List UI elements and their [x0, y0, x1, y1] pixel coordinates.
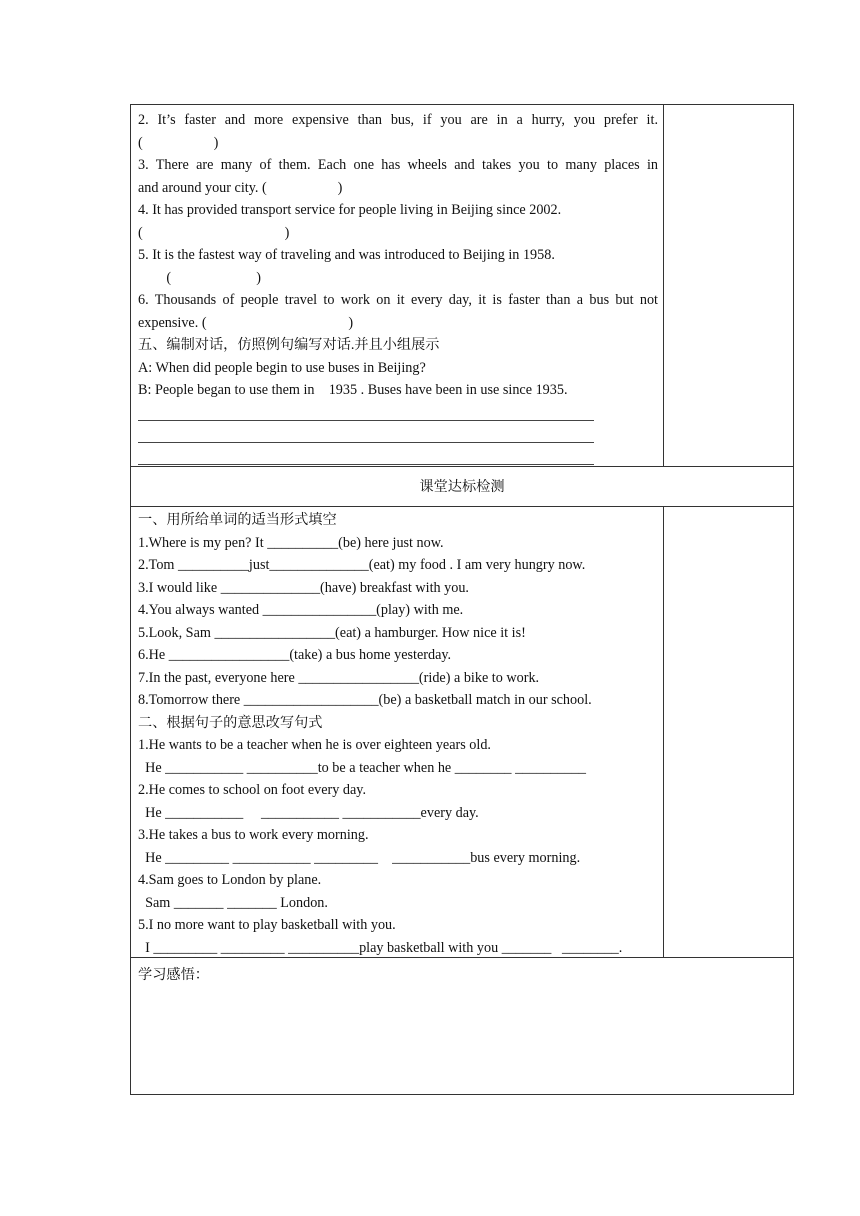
- answer-line: [138, 420, 594, 421]
- rewrite-item: 2.He comes to school on foot every day.: [138, 782, 366, 798]
- question-5-line2: ( ): [138, 269, 261, 286]
- part2-heading: 二、根据句子的意思改写句式: [138, 714, 323, 731]
- row-divider: [131, 466, 793, 467]
- dialog-line-a: A: When did people begin to use buses in Beijing?: [138, 359, 426, 376]
- fill-item: 3.I would like ______________(have) breakfast with you.: [138, 579, 469, 596]
- row-divider: [131, 506, 793, 507]
- column-divider: [663, 506, 664, 957]
- fill-item: 8.Tomorrow there ___________________(be) a basketball match in our school.: [138, 692, 592, 708]
- fill-item: 4.You always wanted ________________(play) with me.: [138, 602, 464, 618]
- answer-line: [138, 464, 594, 465]
- fill-item: 1.Where is my pen? It __________(be) here just now.: [138, 534, 444, 551]
- rewrite-item: 5.I no more want to play basketball with you.: [138, 917, 396, 933]
- question-4-line1: 4. It has provided transport service for people living in Beijing since 2002.: [138, 202, 562, 218]
- quiz-cell: [138, 509, 658, 959]
- rewrite-item: 3.He takes a bus to work every morning.: [138, 827, 369, 843]
- question-3-line1: 3. There are many of them. Each one has wheels and takes you to many places in: [138, 157, 658, 173]
- rewrite-item: I _________ _________ __________play basketball with you _______ ________.: [138, 939, 623, 956]
- fill-item: 2.Tom __________just______________(eat) my food . I am very hungry now.: [138, 557, 586, 573]
- rewrite-item: He ___________ __________to be a teacher when he ________ __________: [138, 759, 587, 776]
- rewrite-item: He ___________ ___________ ___________every day.: [138, 804, 479, 821]
- part1-heading: 一、用所给单词的适当形式填空: [138, 512, 337, 528]
- section-title: 课堂达标检测: [419, 479, 505, 495]
- reflection-cell: [138, 964, 778, 987]
- rewrite-item: 1.He wants to be a teacher when he is over eighteen years old.: [138, 737, 491, 753]
- question-2-line2: ( ): [138, 134, 219, 151]
- fill-item: 7.In the past, everyone here _________________(ride) a bike to work.: [138, 669, 540, 686]
- question-4-line2: ( ): [138, 224, 290, 241]
- fill-item: 5.Look, Sam _________________(eat) a hamburger. How nice it is!: [138, 624, 526, 641]
- rewrite-item: He _________ ___________ _________ ___________bus every morning.: [138, 849, 581, 866]
- reflection-label: 学习感悟：: [138, 967, 209, 983]
- question-2-line1: 2. It’s faster and more expensive than bus, if you are in a hurry, you prefer it.: [138, 112, 658, 128]
- exercise-cell: [138, 109, 658, 402]
- rewrite-item: Sam _______ _______ London.: [138, 894, 328, 911]
- question-6-line1: 6. Thousands of people travel to work on it every day, it is faster than a bus but not: [138, 292, 658, 308]
- rewrite-item: 4.Sam goes to London by plane.: [138, 872, 322, 888]
- fill-item: 6.He _________________(take) a bus home yesterday.: [138, 647, 452, 663]
- question-6-line2: expensive. ( ): [138, 314, 354, 331]
- column-divider: [663, 105, 664, 466]
- question-5-line1: 5. It is the fastest way of traveling and was introduced to Beijing in 1958.: [138, 247, 555, 263]
- question-3-line2: and around your city. ( ): [138, 179, 343, 196]
- dialog-heading: 五、编制对话，仿照例句编写对话.并且小组展示: [138, 337, 440, 353]
- worksheet-table: [130, 104, 794, 1095]
- dialog-line-b: B: People began to use them in 1935 . Buses have been in use since 1935.: [138, 382, 568, 398]
- answer-line: [138, 442, 594, 443]
